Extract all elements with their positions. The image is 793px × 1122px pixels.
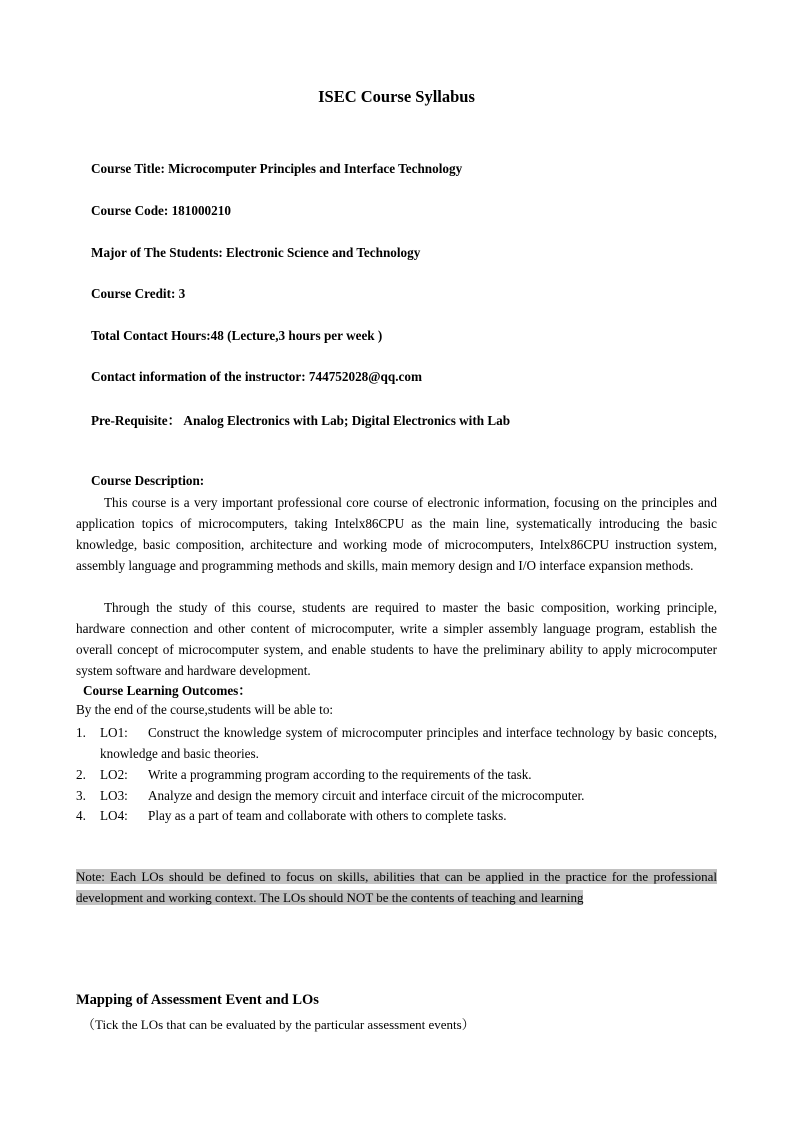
- outcome-text: Play as a part of team and collaborate with others to complete tasks.: [148, 808, 507, 823]
- contact-hours-field: Total Contact Hours:48 (Lecture,3 hours per week ): [91, 328, 383, 343]
- description-paragraph-2: Through the study of this course, students are required to master the basic composition, working principle, hardware connection and other content of microcomputer, write a simpler assembly language program, establish the overall concept of microcomputer system, and enable students to have the preliminary ability to apply microcomputer system software and hardware development.: [76, 600, 717, 678]
- course-code-field: Course Code: 181000210: [91, 203, 231, 218]
- page-title: ISEC Course Syllabus: [318, 87, 475, 106]
- mapping-heading: Mapping of Assessment Event and LOs: [76, 992, 319, 1008]
- outcome-text: Write a programming program according to the requirements of the task.: [148, 767, 532, 782]
- mapping-subheading: （Tick the LOs that can be evaluated by the particular assessment events）: [82, 1017, 475, 1032]
- outcome-item: [76, 764, 717, 785]
- outcome-item: [76, 722, 717, 764]
- outcome-item: [76, 785, 717, 806]
- contact-info-field: Contact information of the instructor: 744752028@qq.com: [91, 369, 422, 384]
- outcome-tag: LO4:: [100, 808, 128, 823]
- course-credit-field: Course Credit: 3: [91, 286, 186, 301]
- outcome-text: Analyze and design the memory circuit and interface circuit of the microcomputer.: [148, 788, 585, 803]
- course-description-heading: Course Description:: [91, 473, 205, 488]
- outcome-number: 3.: [76, 788, 86, 803]
- course-title-field: Course Title: Microcomputer Principles and Interface Technology: [91, 161, 463, 176]
- note-box: [76, 866, 717, 908]
- outcome-tag: LO3:: [100, 788, 128, 803]
- outcome-number: 1.: [76, 725, 86, 740]
- learning-outcomes-heading: Course Learning Outcomes：: [83, 683, 252, 698]
- outcome-number: 4.: [76, 808, 86, 823]
- outcome-tag: LO1:: [100, 725, 128, 740]
- outcomes-intro: By the end of the course,students will be able to:: [76, 702, 334, 717]
- description-paragraph-1: This course is a very important professional core course of electronic information, focusing on the principles and application topics of microcomputers, taking Intelx86CPU as the main line, systematically introducing the basic knowledge, basic composition, architecture and working mode of microcomputers, Intelx86CPU instruction system, assembly language and programming methods and skills, main memory design and I/O interface expansion methods.: [76, 495, 717, 573]
- outcome-number: 2.: [76, 767, 86, 782]
- note-text: Note: Each LOs should be defined to focus on skills, abilities that can be applied in the practice for the professional development and working context. The LOs should NOT be the contents of teaching and learning: [76, 869, 717, 905]
- outcome-tag: LO2:: [100, 767, 128, 782]
- outcome-item: [76, 805, 717, 826]
- prerequisite-field: Pre-Requisite： Analog Electronics with Lab; Digital Electronics with Lab: [91, 413, 511, 428]
- outcome-text: Construct the knowledge system of microcomputer principles and interface technology by basic concepts, knowledge and basic theories.: [100, 725, 717, 761]
- major-field: Major of The Students: Electronic Science and Technology: [91, 245, 421, 260]
